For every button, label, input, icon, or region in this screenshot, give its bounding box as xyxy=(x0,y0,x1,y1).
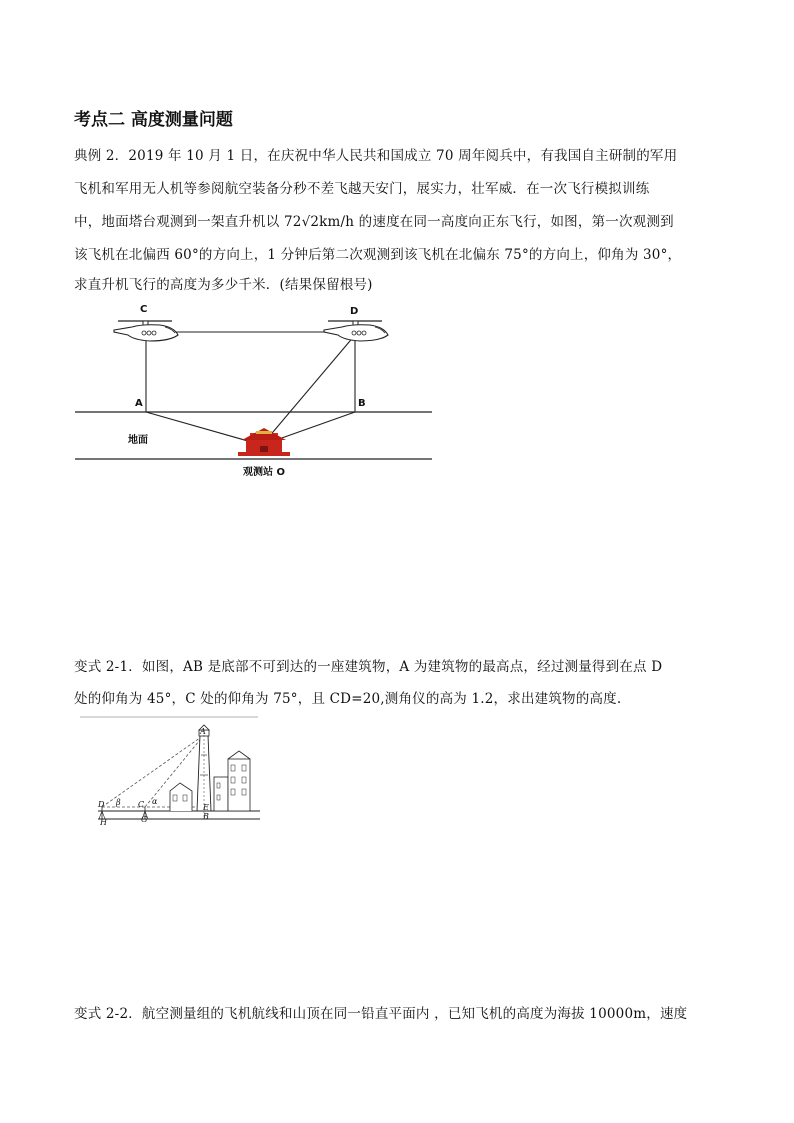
fig2-label-h: H xyxy=(100,818,107,827)
station-label: 观测站 O xyxy=(243,467,285,478)
station-building-icon xyxy=(238,428,290,456)
helicopter-c-icon xyxy=(114,321,178,341)
example-line-3: 中，地面塔台观测到一架直升机以 72√2km/h 的速度在同一高度向正东飞行，如图，第一次观测到 xyxy=(74,214,674,230)
label-c: C xyxy=(140,304,148,315)
variant2-line-1: 变式 2-2．航空测量组的飞机航线和山顶在同一铅直平面内 ，已知飞机的高度为海拔 10000m，速度 xyxy=(74,1006,688,1022)
example-line-4: 该飞机在北偏西 60°的方向上，1 分钟后第二次观测到该飞机在北偏东 75°的方向上，仰角为 30°， xyxy=(74,247,682,263)
fig2-label-a: A xyxy=(200,727,206,736)
line-ao xyxy=(146,412,262,445)
section-heading: 考点二 高度测量问题 xyxy=(74,110,233,130)
helicopter-d-icon xyxy=(324,321,388,341)
fig2-label-e: E xyxy=(203,803,209,812)
label-a: A xyxy=(135,398,143,409)
fig2-label-c: C xyxy=(138,800,145,809)
label-d: D xyxy=(350,306,359,317)
example-line-5: 求直升机飞行的高度为多少千米．(结果保留根号) xyxy=(74,277,373,293)
fig2-label-alpha: α xyxy=(152,797,158,806)
example-line-2: 飞机和军用无人机等参阅航空装备分秒不差飞越天安门，展实力，壮军威．在一次飞行模拟训练 xyxy=(74,181,650,197)
fig2-label-beta: β xyxy=(116,798,121,807)
building-diagram xyxy=(80,715,270,830)
ground-label: 地面 xyxy=(128,435,148,446)
variant1-line-2: 处的仰角为 45°，C 处的仰角为 75°，且 CD=20,测角仪的高为 1.2，求出建筑物的高度. xyxy=(74,691,622,707)
fig2-label-b: B xyxy=(203,812,209,821)
example-line-1: 典例 2．2019 年 10 月 1 日，在庆祝中华人民共和国成立 70 周年阅兵中，有我国自主研制的军用 xyxy=(74,148,678,164)
variant1-line-1: 变式 2-1．如图，AB 是底部不可到达的一座建筑物，A 为建筑物的最高点，经过测量得到在点 D xyxy=(74,659,663,675)
fig2-label-d: D xyxy=(98,800,105,809)
helicopter-diagram xyxy=(70,300,440,480)
fig2-label-g: G xyxy=(141,815,148,824)
label-b: B xyxy=(358,398,366,409)
